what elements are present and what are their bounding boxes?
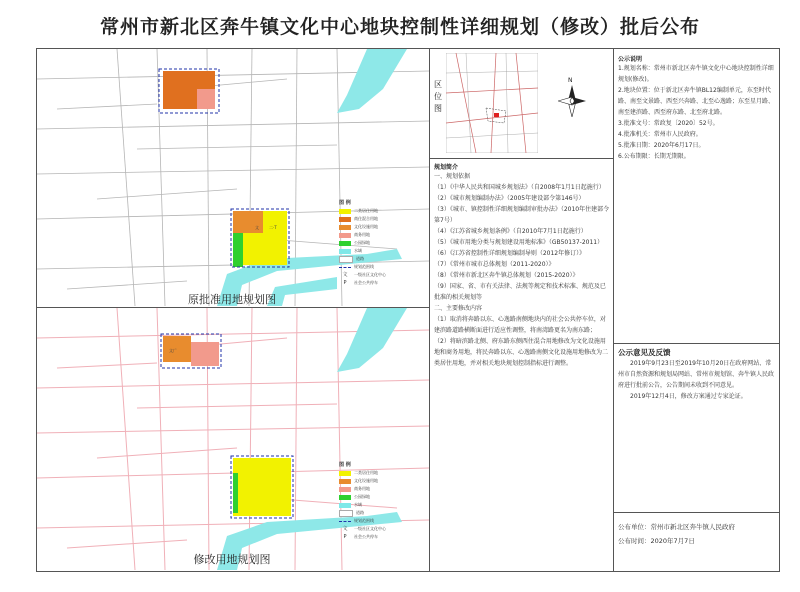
basis-item: （8）《常州市新北区奔牛镇总体规划（2015-2020）》 [434, 272, 579, 279]
legend-label: 规划范围线 [354, 264, 374, 269]
notice-heading: 公示说明 [618, 56, 643, 63]
legend-swatch [339, 209, 351, 214]
legend-label: 商住混合用地 [354, 216, 378, 221]
feedback-panel [618, 347, 776, 402]
legend-item [339, 502, 405, 508]
legend-item [339, 518, 405, 524]
feedback-paragraph: 2019年12月4日，修改方案通过专家论证。 [630, 393, 747, 400]
legend-item [339, 470, 405, 476]
footer-panel [618, 520, 776, 548]
notice-item: 2.地块位置：位于新北区奔牛镇BL12编制单元，东至时代路、南至文景路、西至兴奔路、北至心逸路；东至星月路、南至建滨路、西至府东路、北至府北路。 [618, 87, 775, 116]
basis-heading: 一、规划依据 [434, 173, 471, 180]
publish-date: 公布时间：2020年7月7日 [618, 537, 695, 545]
basis-item: （3）《城市、镇控制性详细规划编制审批办法》（2010年住建部令第7号） [434, 206, 610, 224]
basis-item: （4）《江苏省城乡规划条例》（自2010年7月1日起施行） [434, 228, 587, 235]
culture-center-icon: 文 [342, 525, 348, 532]
location-panel [430, 49, 613, 157]
divider-feedback [613, 343, 779, 344]
legend-item [339, 280, 405, 286]
basis-item: （5）《城市用地分类与规划建设用地标准》（GB50137-2011） [434, 239, 604, 246]
legend-modified [339, 463, 405, 542]
legend-original [339, 201, 405, 288]
legend-swatch [339, 249, 351, 254]
legend-swatch [339, 495, 351, 500]
legend-swatch [339, 256, 353, 263]
feedback-heading: 公示意见及反馈 [618, 348, 671, 357]
legend-item [339, 494, 405, 500]
modified-map-caption: 修改用地规划图 [193, 553, 271, 566]
notice-item: 1.规划名称：常州市新北区奔牛镇文化中心地块控制性详细规划(修改)。 [618, 65, 774, 83]
basis-item: （6）《江苏省控制性详细规划编制导则（2012年修订）》 [434, 250, 586, 257]
culture-center-icon: 文 [342, 271, 348, 278]
original-land-use-map [37, 49, 429, 306]
parking-icon: P [343, 533, 347, 540]
legend-label: 规划范围线 [354, 518, 374, 523]
basis-item: （2）《城市规划编制办法》（2005年建设部令第146号） [434, 195, 585, 202]
legend-item [339, 478, 405, 484]
publish-unit: 公布单位：常州市新北区奔牛镇人民政府 [618, 523, 735, 531]
legend-swatch [339, 217, 351, 222]
legend-item [339, 264, 405, 270]
legend-label: 社会公共停车 [354, 534, 378, 539]
legend-label: 水域 [354, 248, 362, 253]
basis-item: （1）《中华人民共和国城乡规划法》（自2008年1月1日起施行） [434, 184, 605, 191]
svg-text:二·T: 二·T [269, 225, 277, 230]
page-title: 常州市新北区奔牛镇文化中心地块控制性详细规划（修改）批后公布 [99, 16, 700, 38]
compass-icon [558, 85, 586, 117]
legend-item [339, 208, 405, 214]
divider-footer [613, 512, 779, 513]
legend-item [339, 240, 405, 246]
planning-intro [434, 162, 610, 369]
legend-item [339, 248, 405, 254]
legend-item [339, 232, 405, 238]
basis-item: （7）《常州市城市总体规划（2011-2020）》 [434, 261, 555, 268]
svg-text:文: 文 [255, 225, 259, 230]
legend-swatch [339, 233, 351, 238]
content-heading: 二、主要修改内容 [434, 305, 483, 312]
modified-land-use-map [37, 308, 429, 570]
basis-item: （9）国家、省、市有关法律、法规等规定和技术标准、规范及已批准的相关规划等 [434, 283, 606, 301]
legend-swatch [339, 487, 351, 492]
legend-label: 公园绿地 [354, 240, 370, 245]
boundary-line-icon [339, 267, 351, 268]
legend-label: 商务用地 [354, 232, 370, 237]
legend-item [339, 272, 405, 278]
legend-swatch [339, 241, 351, 246]
notice-item: 5.批准日期：2020年6月17日。 [618, 142, 705, 149]
boundary-line-icon [339, 521, 351, 522]
location-map-svg [446, 53, 538, 153]
legend-item [339, 510, 405, 516]
legend-label: 水域 [354, 502, 362, 507]
north-label: N [568, 77, 573, 84]
legend-swatch [339, 503, 351, 508]
notice-item: 3.批准文号：常政复〔2020〕52号。 [618, 120, 719, 127]
notice-panel [618, 54, 776, 162]
legend-item [339, 534, 405, 540]
legend-heading: 图 例 [339, 462, 351, 468]
legend-label: 道路 [356, 256, 364, 261]
legend-label: 社会公共停车 [354, 280, 378, 285]
legend-label: 道路 [356, 510, 364, 515]
legend-item [339, 526, 405, 532]
legend-item [339, 256, 405, 262]
legend-label: 商务用地 [354, 486, 370, 491]
notice-item: 4.批准机关：常州市人民政府。 [618, 131, 702, 138]
svg-text:文广: 文广 [169, 348, 177, 353]
legend-label: 一级社区文化中心 [354, 526, 386, 531]
legend-item [339, 486, 405, 492]
legend-swatch [339, 510, 353, 517]
legend-label: 二类居住用地 [354, 470, 378, 475]
legend-label: 一级社区文化中心 [354, 272, 386, 277]
legend-item [339, 216, 405, 222]
divider-location [429, 158, 613, 159]
original-map-caption: 原批准用地规划图 [188, 293, 276, 306]
legend-heading: 图 例 [339, 200, 351, 206]
parking-icon: P [343, 279, 347, 286]
notice-item: 6.公布期限：长期无期限。 [618, 153, 690, 160]
legend-swatch [339, 479, 351, 484]
intro-heading: 规划简介 [434, 164, 459, 171]
feedback-paragraph: 2019年9月23日至2019年10月20日在政府网站、常州市自然资源和规划局网站、常州市规划馆、奔牛镇人民政府进行批前公告，公告期间未收到不同意见。 [618, 360, 775, 389]
legend-label: 二类居住用地 [354, 208, 378, 213]
location-label: 区位图 [434, 80, 442, 113]
content-item: （2）将暗滨路北侧、府东路东侧西住混合用地修改为文化设施用地和商务用地，将民奔路以东、心逸路南侧文化设施用地修改为二类居住用地，并对相关地块规划控制指标进行调整。 [434, 338, 609, 367]
legend-swatch [339, 225, 351, 230]
legend-item [339, 224, 405, 230]
content-item: （1）取消将奔路以东、心逸路南侧地块内的社会公共停车位，对建滨路道路横断面进行适应性调整，将南湾路更名为南东路； [434, 316, 606, 334]
legend-label: 文化设施用地 [354, 478, 378, 483]
legend-swatch [339, 471, 351, 476]
legend-label: 公园绿地 [354, 494, 370, 499]
divider-notes [613, 48, 614, 571]
legend-label: 文化设施用地 [354, 224, 378, 229]
